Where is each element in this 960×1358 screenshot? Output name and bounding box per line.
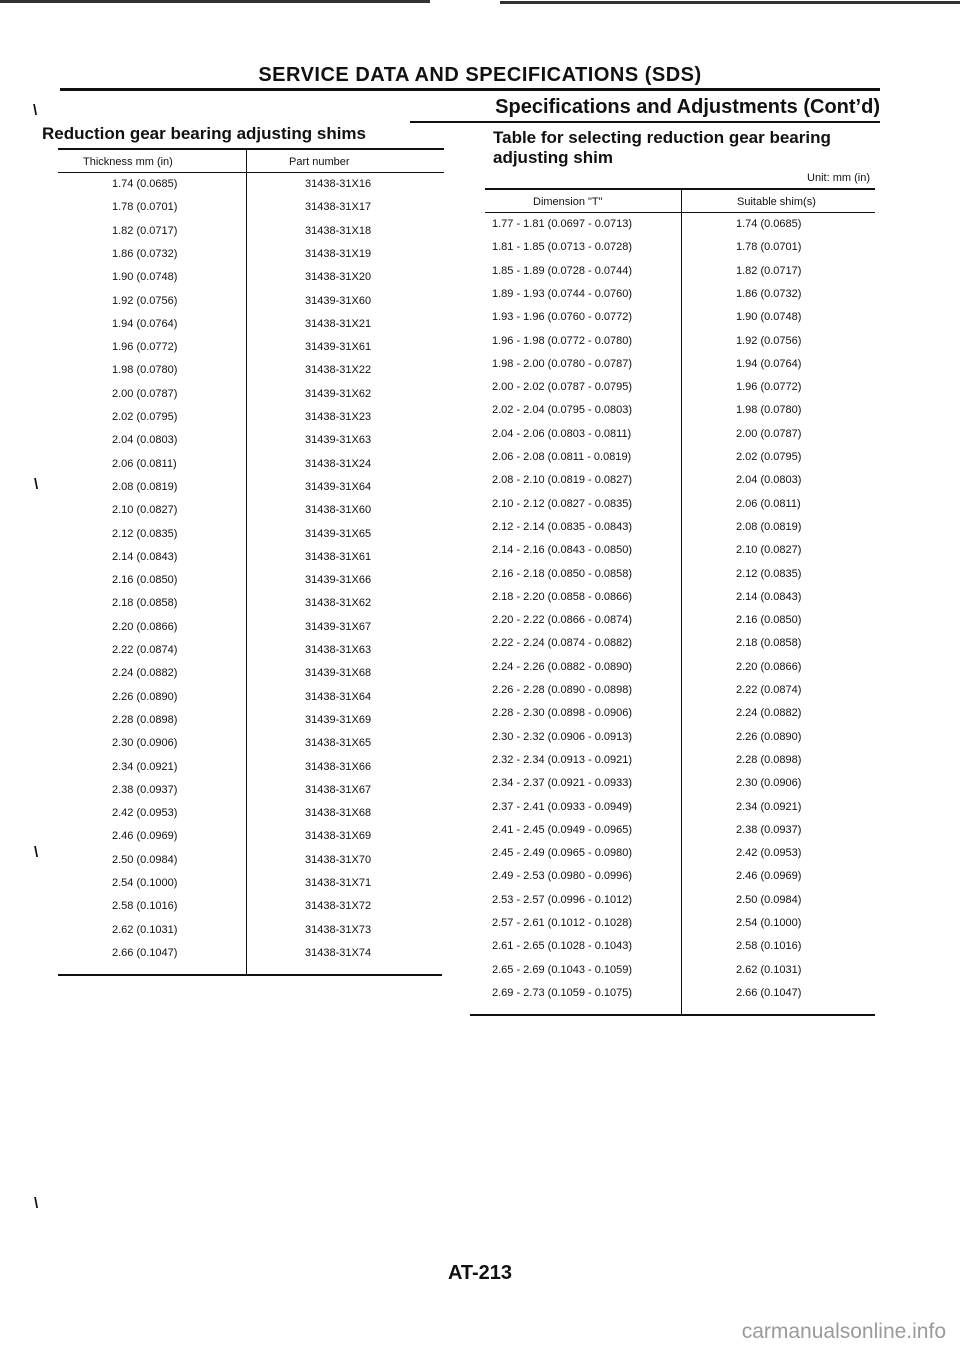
scan-bar-segment [500,1,960,4]
part-number-cell: 31439-31X61 [305,341,372,354]
right-title-line-1: Table for selecting reduction gear bearing [493,128,831,147]
dimension-cell: 2.57 - 2.61 (0.1012 - 0.1028) [492,917,633,929]
dimension-cell: 2.53 - 2.57 (0.0996 - 0.1012) [492,893,633,906]
suitable-shim-cell: 2.66 (0.1047) [736,986,802,999]
thickness-cell: 1.94 (0.0764) [112,317,178,330]
revision-marker: \ [34,1195,39,1212]
part-number-cell: 31439-31X67 [305,620,372,633]
part-number-cell: 31438-31X19 [305,247,372,260]
thickness-cell: 1.90 (0.0748) [112,271,178,284]
suitable-shim-cell: 2.18 (0.0858) [736,637,802,650]
right-section-title [493,128,893,168]
suitable-shim-cell: 2.38 (0.0937) [736,823,802,836]
part-number-cell: 31439-31X69 [305,713,372,726]
dimension-cell: 2.30 - 2.32 (0.0906 - 0.0913) [492,730,633,743]
suitable-shim-cell: 1.74 (0.0685) [736,218,802,230]
part-number-cell: 31438-31X73 [305,923,372,936]
part-number-cell: 31438-31X60 [305,504,372,517]
thickness-cell: 2.22 (0.0874) [112,644,178,656]
part-number-cell: 31439-31X63 [305,434,372,447]
part-number-cell: 31438-31X74 [305,946,372,959]
part-number-cell: 31438-31X18 [305,224,372,237]
thickness-cell: 1.74 (0.0685) [112,178,178,190]
suitable-shim-cell: 2.14 (0.0843) [736,590,802,603]
dimension-cell: 1.96 - 1.98 (0.0772 - 0.0780) [492,334,633,347]
part-number-cell: 31439-31X62 [305,387,372,400]
right-title-line-2: adjusting shim [493,148,613,167]
thickness-cell: 2.58 (0.1016) [112,900,178,913]
dimension-cell: 1.77 - 1.81 (0.0697 - 0.0713) [492,218,633,230]
suitable-shim-cell: 2.08 (0.0819) [736,520,802,533]
thickness-cell: 2.54 (0.1000) [112,877,178,889]
suitable-shim-cell: 1.90 (0.0748) [736,311,802,324]
right-table-bottom-rule [470,1014,875,1016]
part-number-cell: 31439-31X66 [305,574,372,587]
dimension-cell: 2.16 - 2.18 (0.0850 - 0.0858) [492,567,633,580]
suitable-shim-cell: 2.00 (0.0787) [736,427,802,440]
thickness-cell: 2.06 (0.0811) [112,457,177,470]
suitable-shim-cell: 2.22 (0.0874) [736,684,802,696]
suitable-shim-cell: 2.58 (0.1016) [736,940,802,953]
dimension-cell: 2.49 - 2.53 (0.0980 - 0.0996) [492,870,633,883]
column-divider [246,148,247,974]
thickness-cell: 2.12 (0.0835) [112,527,178,540]
dimension-cell: 2.69 - 2.73 (0.1059 - 0.1075) [492,986,633,999]
thickness-cell: 2.28 (0.0898) [112,713,178,726]
thickness-cell: 1.86 (0.0732) [112,247,178,260]
thickness-cell: 1.78 (0.0701) [112,201,178,214]
suitable-shim-cell: 2.20 (0.0866) [736,660,802,673]
part-number-cell: 31438-31X22 [305,364,372,377]
part-number-cell: 31438-31X16 [305,178,372,190]
thickness-cell: 2.10 (0.0827) [112,504,178,517]
thickness-cell: 2.30 (0.0906) [112,737,178,750]
part-number-cell: 31438-31X68 [305,807,372,820]
column-header: Thickness mm (in) [83,156,173,168]
suitable-shim-cell: 2.04 (0.0803) [736,474,802,487]
suitable-shim-cell: 2.12 (0.0835) [736,567,802,580]
thickness-cell: 1.82 (0.0717) [112,224,178,237]
suitable-shim-cell: 2.50 (0.0984) [736,893,802,906]
part-number-cell: 31438-31X71 [305,877,372,889]
thickness-cell: 2.16 (0.0850) [112,574,178,587]
suitable-shim-cell: 2.10 (0.0827) [736,544,802,557]
dimension-cell: 2.32 - 2.34 (0.0913 - 0.0921) [492,753,633,766]
suitable-shim-cell: 1.98 (0.0780) [736,404,802,417]
header-rule [485,212,875,213]
dimension-cell: 2.61 - 2.65 (0.1028 - 0.1043) [492,940,633,953]
dimension-cell: 2.02 - 2.04 (0.0795 - 0.0803) [492,404,633,417]
subtitle-rule [410,121,880,123]
dimension-cell: 2.20 - 2.22 (0.0866 - 0.0874) [492,614,633,627]
thickness-cell: 2.20 (0.0866) [112,620,178,633]
suitable-shim-cell: 2.06 (0.0811) [736,497,801,510]
revision-marker: \ [34,476,39,493]
suitable-shim-cell: 2.34 (0.0921) [736,800,802,813]
part-number-cell: 31438-31X63 [305,644,372,656]
thickness-cell: 2.04 (0.0803) [112,434,178,447]
left-section-title: Reduction gear bearing adjusting shims [42,124,366,143]
revision-marker: \ [33,102,38,119]
suitable-shim-cell: 1.78 (0.0701) [736,241,802,254]
suitable-shim-cell: 1.94 (0.0764) [736,357,802,370]
part-number-cell: 31438-31X20 [305,271,372,284]
dimension-cell: 1.98 - 2.00 (0.0780 - 0.0787) [492,357,633,370]
thickness-cell: 2.02 (0.0795) [112,411,178,423]
thickness-cell: 2.08 (0.0819) [112,480,178,493]
part-number-cell: 31439-31X60 [305,294,372,307]
part-number-cell: 31438-31X62 [305,597,372,610]
part-number-cell: 31438-31X70 [305,853,372,866]
dimension-cell: 1.85 - 1.89 (0.0728 - 0.0744) [492,264,633,277]
dimension-cell: 2.37 - 2.41 (0.0933 - 0.0949) [492,800,633,813]
column-header: Suitable shim(s) [737,196,816,208]
suitable-shim-cell: 1.82 (0.0717) [736,264,802,277]
part-number-cell: 31438-31X72 [305,900,372,913]
thickness-cell: 2.14 (0.0843) [112,550,178,563]
dimension-cell: 2.12 - 2.14 (0.0835 - 0.0843) [492,520,633,533]
thickness-cell: 2.38 (0.0937) [112,783,178,796]
dimension-cell: 2.45 - 2.49 (0.0965 - 0.0980) [492,847,633,860]
dimension-cell: 2.34 - 2.37 (0.0921 - 0.0933) [492,777,633,790]
dimension-cell: 2.28 - 2.30 (0.0898 - 0.0906) [492,707,633,720]
scan-bar-segment [0,0,430,3]
dimension-cell: 2.24 - 2.26 (0.0882 - 0.0890) [492,660,633,673]
part-number-cell: 31438-31X69 [305,830,372,843]
thickness-cell: 1.96 (0.0772) [112,341,178,354]
title-rule [60,88,880,91]
suitable-shim-cell: 2.62 (0.1031) [736,963,802,976]
suitable-shim-cell: 1.96 (0.0772) [736,381,802,394]
column-header: Part number [289,156,350,168]
part-number-cell: 31438-31X64 [305,690,372,703]
unit-label: Unit: mm (in) [807,172,870,184]
dimension-cell: 2.04 - 2.06 (0.0803 - 0.0811) [492,427,632,440]
thickness-cell: 2.62 (0.1031) [112,923,178,936]
thickness-cell: 2.66 (0.1047) [112,946,178,959]
suitable-shim-cell: 2.02 (0.0795) [736,451,802,463]
suitable-shim-cell: 2.30 (0.0906) [736,777,802,790]
part-number-cell: 31438-31X66 [305,760,372,773]
part-number-cell: 31439-31X64 [305,480,372,493]
dimension-cell: 1.81 - 1.85 (0.0713 - 0.0728) [492,241,633,254]
dimension-cell: 2.26 - 2.28 (0.0890 - 0.0898) [492,684,633,696]
header-rule [58,172,444,173]
dimension-cell: 2.14 - 2.16 (0.0843 - 0.0850) [492,544,633,557]
part-number-cell: 31438-31X61 [305,550,372,563]
column-divider [681,188,682,1014]
part-number-cell: 31438-31X21 [305,317,372,330]
dimension-cell: 2.65 - 2.69 (0.1043 - 0.1059) [492,963,633,976]
left-table-bottom-rule [58,974,442,976]
dimension-cell: 2.06 - 2.08 (0.0811 - 0.0819) [492,451,632,463]
suitable-shim-cell: 2.42 (0.0953) [736,847,802,860]
dimension-cell: 1.93 - 1.96 (0.0760 - 0.0772) [492,311,633,324]
suitable-shim-cell: 2.28 (0.0898) [736,753,802,766]
dimension-cell: 2.08 - 2.10 (0.0819 - 0.0827) [492,474,633,487]
dimension-cell: 2.22 - 2.24 (0.0874 - 0.0882) [492,637,633,650]
thickness-cell: 1.98 (0.0780) [112,364,178,377]
thickness-cell: 2.18 (0.0858) [112,597,178,610]
part-number-cell: 31439-31X65 [305,527,372,540]
section-subtitle: Specifications and Adjustments (Cont’d) [495,96,880,118]
suitable-shim-cell: 2.54 (0.1000) [736,917,802,929]
dimension-cell: 1.89 - 1.93 (0.0744 - 0.0760) [492,287,633,300]
suitable-shim-cell: 2.16 (0.0850) [736,614,802,627]
suitable-shim-cell: 2.26 (0.0890) [736,730,802,743]
part-number-cell: 31439-31X68 [305,667,372,680]
thickness-cell: 2.42 (0.0953) [112,807,178,820]
thickness-cell: 2.50 (0.0984) [112,853,178,866]
top-scan-bar [0,0,960,4]
suitable-shim-cell: 2.24 (0.0882) [736,707,802,720]
part-number-cell: 31438-31X17 [305,201,372,214]
page-number: AT-213 [447,1262,513,1284]
thickness-cell: 2.00 (0.0787) [112,387,178,400]
thickness-cell: 2.26 (0.0890) [112,690,178,703]
dimension-cell: 2.18 - 2.20 (0.0858 - 0.0866) [492,590,633,603]
thickness-cell: 2.46 (0.0969) [112,830,178,843]
part-number-cell: 31438-31X23 [305,411,372,423]
suitable-shim-cell: 1.86 (0.0732) [736,287,802,300]
dimension-cell: 2.00 - 2.02 (0.0787 - 0.0795) [492,381,633,394]
part-number-cell: 31438-31X24 [305,457,372,470]
part-number-cell: 31438-31X67 [305,783,372,796]
column-header: Dimension "T" [533,196,603,208]
thickness-cell: 2.24 (0.0882) [112,667,178,680]
dimension-cell: 2.10 - 2.12 (0.0827 - 0.0835) [492,497,633,510]
right-table-top-rule [485,188,875,190]
part-number-cell: 31438-31X65 [305,737,372,750]
watermark: carmanualsonline.info [741,1320,946,1343]
thickness-cell: 2.34 (0.0921) [112,760,178,773]
thickness-cell: 1.92 (0.0756) [112,294,178,307]
revision-marker: \ [34,844,39,861]
suitable-shim-cell: 2.46 (0.0969) [736,870,802,883]
page-title: SERVICE DATA AND SPECIFICATIONS (SDS) [258,64,702,86]
dimension-cell: 2.41 - 2.45 (0.0949 - 0.0965) [492,823,633,836]
left-table-top-rule [58,148,444,150]
suitable-shim-cell: 1.92 (0.0756) [736,334,802,347]
